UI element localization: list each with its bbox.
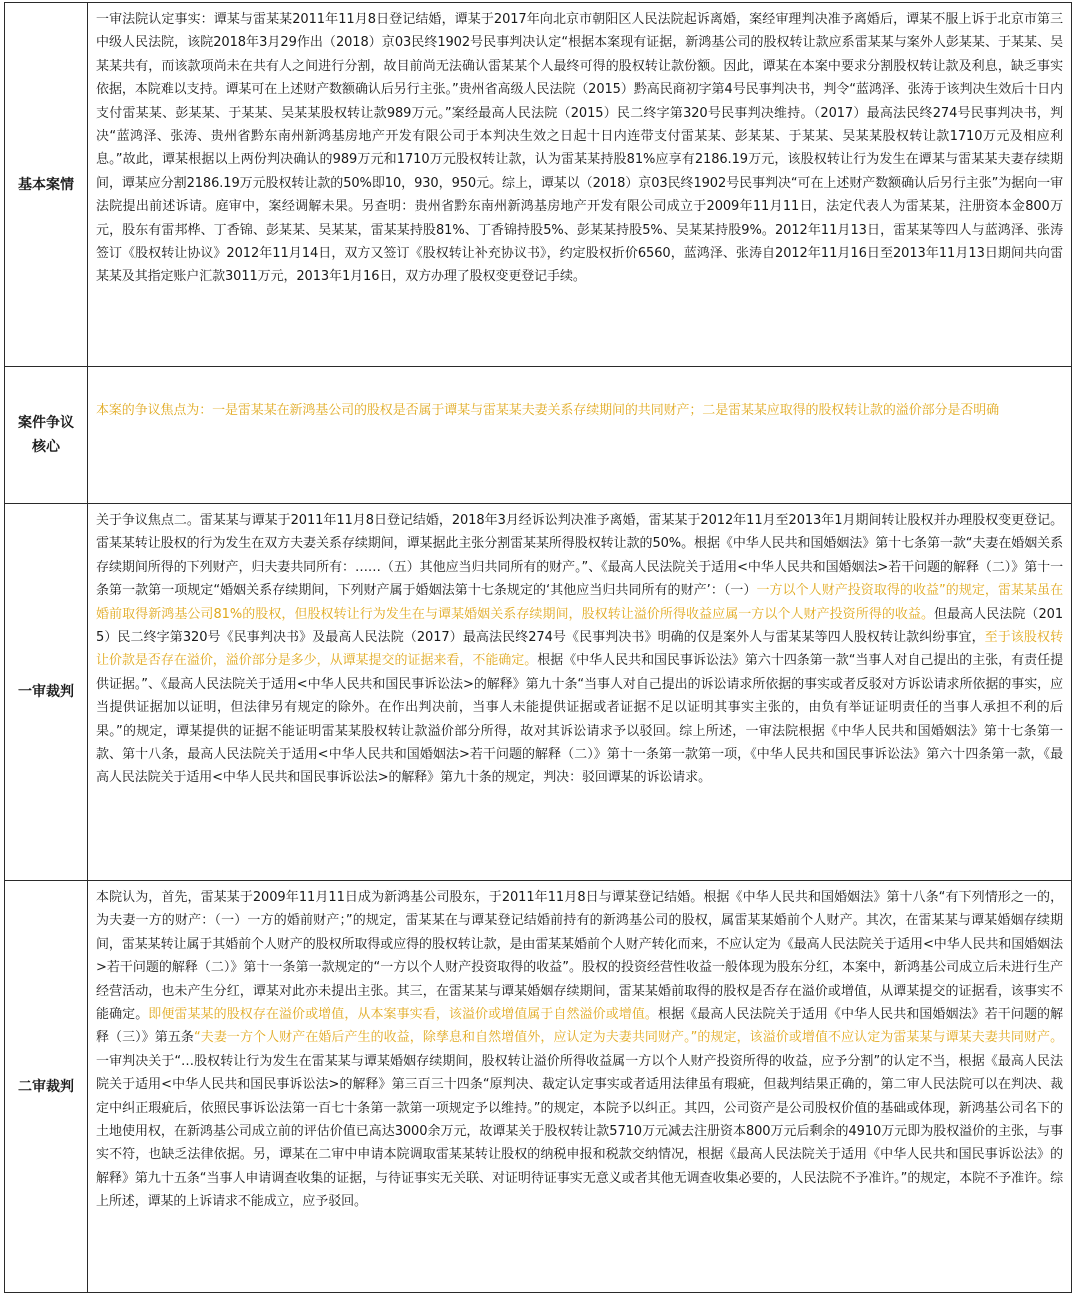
table-body xyxy=(5,3,1072,1293)
highlighted-segment: 本案的争议焦点为：一是雷某某在新鸿基公司的股权是否属于谭某与雷某某夫妻关系存续期间的共同财产；二是雷某某应取得的股权转让款的溢价部分是否明确 xyxy=(96,403,1000,418)
highlighted-segment: 至于该股权转让价款是否存在溢价，溢价部分是多少，从谭某提交的证据来看，不能确定。 xyxy=(96,630,1063,669)
row-content xyxy=(88,367,1072,504)
content-segment: 本院认为，首先，雷某某于2009年11月11日成为新鸿基公司股东，于2011年11月8日与谭某登记结婚。根据《中华人民共和国婚姻法》第十八条“有下列情形之一的，为夫妻一方的财产：（一）一方的婚前财产；”的规定，雷某某在与谭某登记结婚前持有的新鸿基公司的股权，属雷某某婚前个人财产。其次，在雷某某与谭某婚姻存续期间，雷某某转让属于其婚前个人财产的股权所取得或应得的股权转让款，是由雷某某婚前个人财产转化而来，不应认定为《最高人民法院关于适用<中华人民共和国婚姻法>若干问题的解释（二）》第十一条第一款规定的“一方以个人财产投资取得的收益”。股权的投资经营性收益一般体现为股东分红，本案中，新鸿基公司成立后未进行生产经营活动，也未产生分红，谭某对此亦未提出主张。其三，在雷某某与谭某婚姻存续期间，雷某某婚前取得的股权是否存在溢价或增值，从谭某提交的证据看，该事实不能确定。 xyxy=(96,890,1063,1023)
row-label-line: 基本案情 xyxy=(18,176,74,193)
row-label-line: 核心 xyxy=(32,439,60,455)
row-content xyxy=(88,504,1072,881)
row-content xyxy=(88,881,1072,1293)
row-label-line: 二审裁判 xyxy=(18,1078,74,1095)
content-segment: 一审判决关于“…股权转让行为发生在雷某某与谭某婚姻存续期间，股权转让溢价所得收益属一方以个人财产投资所得的收益，应予分割”的认定不当，根据《最高人民法院关于适用<中华人民共和国民事诉讼法>的解释》第三百三十四条“原判决、裁定认定事实或者适用法律虽有瑕疵，但裁判结果正确的，第二审人民法院可以在判决、裁定中纠正瑕疵后，依照民事诉讼法第一百七十条第一款第一项规定予以维持。”的规定，本院予以纠正。其四，公司资产是公司股权价值的基础或体现，新鸿基公司名下的土地使用权，在新鸿基公司成立前的评估价值已高达3000余万元，故谭某关于股权转让款5710万元减去注册资本800万元后剩余的4910万元即为股权溢价的主张，与事实不符，也缺乏法律依据。另，谭某在二审中申请本院调取雷某某转让股权的纳税申报和税款交纳情况，根据《最高人民法院关于适用《中华人民共和国民事诉讼法》的解释》第九十五条“当事人申请调查收集的证据，与待证事实无关联、对证明待证事实无意义或者其他无调查收集必要的，人民法院不予准许。”的规定，本院不予准许。综上所述，谭某的上诉请求不能成立，应予驳回。 xyxy=(96,1053,1063,1210)
row-label-line: 案件争议 xyxy=(18,415,74,431)
row-first-instance xyxy=(5,504,1072,881)
row-label xyxy=(5,367,88,504)
row-second-instance xyxy=(5,881,1072,1293)
highlighted-segment: 即便雷某某的股权存在溢价或增值，从本案事实看，该溢价或增值属于自然溢价或增值。 xyxy=(148,1007,658,1023)
row-content xyxy=(88,3,1072,367)
row-label xyxy=(5,881,88,1293)
row-dispute-core xyxy=(5,367,1072,504)
content-segment: 一审法院认定事实：谭某与雷某某2011年11月8日登记结婚，谭某于2017年向北京市朝阳区人民法院起诉离婚，案经审理判决准予离婚后，谭某不服上诉于北京市第三中级人民法院，该院2018年3月29作出（2018）京03民终1902号民事判决认定“根据本案现有证据，新鸿基公司的股权转让款应系雷某某与案外人彭某某、于某某、吴某某共有，而该款项尚未在共有人之间进行分割，故目前尚无法确认雷某某个人最终可得的股权转让款份额。因此，谭某在本案中要求分割股权转让款及利息，缺乏事实依据，本院难以支持。谭某可在上述财产数额确认后另行主张。”贵州省高级人民法院（2015）黔高民商初字第4号民事判决书，判令“蓝鸿泽、张涛于该判决生效后十日内支付雷某某、彭某某、于某某、吴某某股权转让款989万元。”案经最高人民法院（2015）民二终字第320号民事判决维持。（2017）最高法民终274号民事判决书，判决“蓝鸿泽、张涛、贵州省黔东南州新鸿基房地产开发有限公司于本判决生效之日起十日内连带支付雷某某、彭某某、于某某、吴某某股权转让款1710万元及相应利息。”故此，谭某根据以上两份判决确认的989万元和1710万元股权转让款，认为雷某某持股81%应享有2186.19万元，该股权转让行为发生在谭某与雷某某夫妻存续期间，谭某应分割2186.19万元股权转让款的50%即10，930，950元。综上，谭某以（2018）京03民终1902号民事判决“可在上述财产数额确认后另行主张”为据向一审法院提出前述诉请。庭审中，案经调解未果。另查明：贵州省黔东南州新鸿基房地产开发有限公司成立于2009年11月11日，法定代表人为雷某某，注册资本金800万元，股东有雷邦桦、丁香锦、彭某某、吴某某，雷某某持股81%、丁香锦持股5%、彭某某持股5%、吴某某持股9%。2012年11月13日，雷某某等四人与蓝鸿泽、张涛签订《股权转让协议》2012年11月14日，双方又签订《股权转让补充协议书》，约定股权折价6560，蓝鸿泽、张涛自2012年11月16日至2013年11月13日期间共向雷某某及其指定账户汇款3011万元，2013年1月16日，双方办理了股权变更登记手续。 xyxy=(96,12,1063,285)
case-summary-sheet xyxy=(4,2,1072,1240)
row-label xyxy=(5,504,88,881)
highlighted-segment: “夫妻一方个人财产在婚后产生的收益，除孳息和自然增值外，应认定为夫妻共同财产。”的规定，该溢价或增值不应认定为雷某某与谭某夫妻共同财产。 xyxy=(194,1030,1064,1046)
content-segment: 关于争议焦点二。雷某某与谭某于2011年11月8日登记结婚，2018年3月经诉讼判决准予离婚，雷某某于2012年11月至2013年1月期间转让股权并办理股权变更登记。雷某某转让股权的行为发生在双方夫妻关系存续期间，谭某据此主张分割雷某某所得股权转让款的50%。根据《中华人民共和国婚姻法》第十七条第一款“夫妻在婚姻关系存续期间所得的下列财产，归夫妻共同所有：……（五）其他应当归共同所有的财产。”、《最高人民法院关于适用<中华人民共和国婚姻法>若干问题的解释（二）》第十一条第一款第一项规定“婚姻关系存续期间，下列财产属于婚姻法第十七条规定的‘其他应当归共同所有的财产’：（一） xyxy=(96,513,1063,599)
row-basic-facts xyxy=(5,3,1072,367)
case-summary-table xyxy=(4,2,1072,1293)
content-segment: 根据《最高人民法院关于适用《中华人民共和国婚姻法》若干问题的解释（三）》第五条 xyxy=(96,1007,1063,1046)
content-segment: 根据《中华人民共和国民事诉讼法》第六十四条第一款“当事人对自己提出的主张，有责任提供证据。”、《最高人民法院关于适用<中华人民共和国民事诉讼法>的解释》第九十条“当事人对自己提出的诉讼请求所依据的事实或者反驳对方诉讼请求所依据的事实，应当提供证据加以证明，但法律另有规定的除外。在作出判决前，当事人未能提供证据或者证据不足以证明其事实主张的，由负有举证证明责任的当事人承担不利的后果。”的规定，谭某提供的证据不能证明雷某某股权转让款溢价部分所得，故对其诉讼请求予以驳回。综上所述，一审法院根据《中华人民共和国婚姻法》第十七条第一款、第十八条，最高人民法院关于适用<中华人民共和国婚姻法>若干问题的解释（二）》第十一条第一款第一项，《中华人民共和国民事诉讼法》第六十四条第一款，《最高人民法院关于适用<中华人民共和国民事诉讼法>的解释》第九十条的规定，判决：驳回谭某的诉讼请求。 xyxy=(96,653,1063,786)
row-label-line: 一审裁判 xyxy=(18,684,74,700)
row-label xyxy=(5,3,88,367)
highlighted-segment: 一方以个人财产投资取得的收益”的规定，雷某某虽在婚前取得新鸿基公司81%的股权，但股权转让行为发生在与谭某婚姻关系存续期间，股权转让溢价所得收益应属一方以个人财产投资所得的收益。 xyxy=(96,583,1063,622)
content-segment: 但最高人民法院（2015）民二终字第320号《民事判决书》及最高人民法院（2017）最高法民终274号《民事判决书》明确的仅是案外人与雷某某等四人股权转让款纠纷事宜， xyxy=(96,606,1063,646)
